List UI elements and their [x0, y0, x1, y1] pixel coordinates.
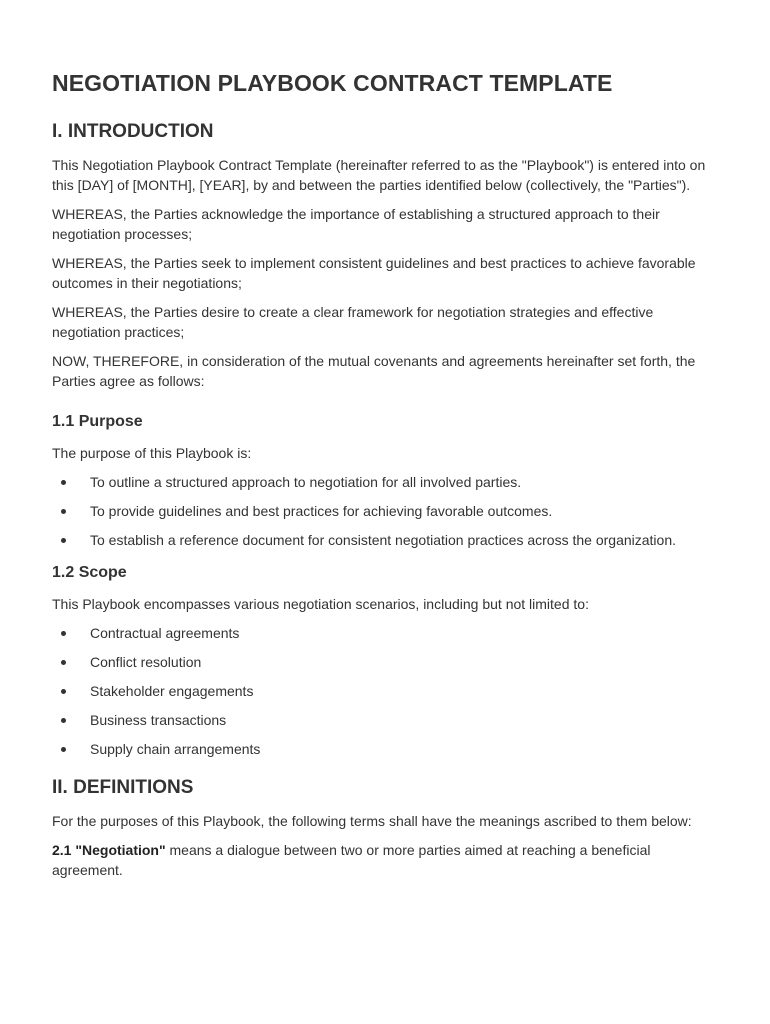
list-item-text: Conflict resolution	[90, 654, 202, 670]
list-item-text: To outline a structured approach to negotiation for all involved parties.	[90, 474, 522, 490]
list-item	[52, 623, 718, 643]
list-item	[52, 530, 718, 550]
intro-paragraph: This Negotiation Playbook Contract Template (hereinafter referred to as the "Playbook") is entered into on this [DAY] of [MONTH], [YEAR], by and between the parties identified below (collectively, the "Parties").	[52, 157, 706, 193]
purpose-lead: The purpose of this Playbook is:	[52, 445, 252, 461]
definition-negotiation	[52, 840, 718, 880]
bullet-icon	[61, 718, 66, 723]
bullet-icon	[61, 660, 66, 665]
scope-lead: This Playbook encompasses various negotiation scenarios, including but not limited to:	[52, 596, 589, 612]
document-title: NEGOTIATION PLAYBOOK CONTRACT TEMPLATE	[52, 70, 613, 96]
whereas-paragraph: WHEREAS, the Parties desire to create a clear framework for negotiation strategies and effective negotiation practices;	[52, 304, 654, 340]
subsection-heading-purpose: 1.1 Purpose	[52, 413, 143, 430]
subsection-heading-scope: 1.2 Scope	[52, 564, 127, 581]
list-item-text: Business transactions	[90, 712, 227, 728]
list-item	[52, 710, 718, 730]
definitions-lead: For the purposes of this Playbook, the following terms shall have the meanings ascribed to them below:	[52, 813, 692, 829]
bullet-icon	[61, 747, 66, 752]
whereas-paragraph: WHEREAS, the Parties acknowledge the importance of establishing a structured approach to their negotiation processes;	[52, 206, 660, 242]
now-therefore-paragraph: NOW, THEREFORE, in consideration of the mutual covenants and agreements hereinafter set forth, the Parties agree as follows:	[52, 353, 696, 389]
list-item-text: Supply chain arrangements	[90, 741, 261, 757]
list-item-text: To establish a reference document for consistent negotiation practices across the organization.	[90, 532, 676, 548]
scope-list	[52, 623, 718, 759]
definition-text: means a dialogue between two or more parties aimed at reaching a beneficial agreement.	[52, 842, 651, 878]
list-item	[52, 739, 718, 759]
list-item	[52, 501, 718, 521]
list-item-text: Contractual agreements	[90, 625, 240, 641]
whereas-paragraph: WHEREAS, the Parties seek to implement consistent guidelines and best practices to achieve favorable outcomes in their negotiations;	[52, 255, 696, 291]
bullet-icon	[61, 538, 66, 543]
list-item-text: To provide guidelines and best practices for achieving favorable outcomes.	[90, 503, 553, 519]
definition-term: 2.1 "Negotiation"	[52, 842, 166, 858]
bullet-icon	[61, 509, 66, 514]
list-item	[52, 681, 718, 701]
list-item-text: Stakeholder engagements	[90, 683, 254, 699]
list-item	[52, 652, 718, 672]
section-heading-introduction: I. INTRODUCTION	[52, 121, 214, 142]
bullet-icon	[61, 480, 66, 485]
section-heading-definitions: II. DEFINITIONS	[52, 777, 194, 798]
purpose-list	[52, 472, 718, 550]
list-item	[52, 472, 718, 492]
bullet-icon	[61, 689, 66, 694]
bullet-icon	[61, 631, 66, 636]
